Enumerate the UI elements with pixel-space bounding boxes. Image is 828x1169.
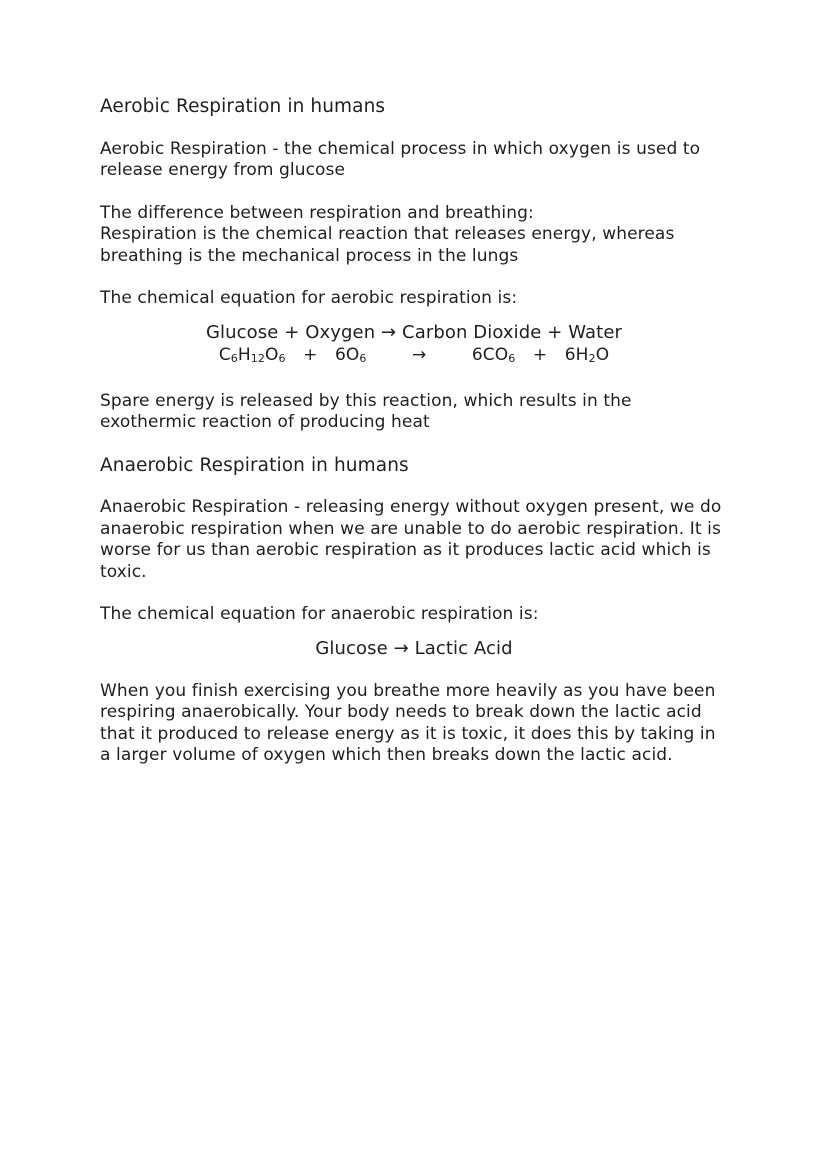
respiration-vs-breathing (100, 203, 740, 268)
text-line: respiring anaerobically. Your body needs to break down the lactic acid (100, 702, 702, 722)
aerobic-definition (100, 139, 740, 182)
text-line: anaerobic respiration when we are unable to do aerobic respiration. It is (100, 518, 721, 539)
water-formula: $6H_2O$ (564, 344, 610, 365)
spare-energy-text (100, 391, 740, 434)
aerobic-symbol-equation (100, 344, 728, 370)
text-line: that it produced to release energy as it is toxic, it does this by taking in (100, 723, 716, 744)
text-line: The difference between respiration and breathing: (100, 202, 534, 223)
anaerobic-word-equation: Glucose → Lactic Acid (315, 637, 513, 659)
text-line: worse for us than aerobic respiration as it produces lactic acid which is (100, 540, 711, 560)
text-line: Anaerobic Respiration - releasing energy without oxygen present, we do (100, 497, 722, 517)
plus-sign: + (532, 344, 548, 365)
carbon-dioxide-formula: $6CO_6$ (471, 344, 516, 365)
document-page (100, 96, 740, 788)
text-line: Aerobic Respiration - the chemical process in which oxygen is used to (100, 138, 701, 159)
exercise-recovery-text (100, 681, 740, 767)
anaerobic-definition (100, 497, 740, 583)
text-line: a larger volume of oxygen which then breaks down the lactic acid. (100, 745, 673, 765)
glucose-formula: $C_6H_{12}O_6$ (218, 344, 286, 365)
anaerobic-heading: Anaerobic Respiration in humans (100, 454, 409, 476)
reaction-arrow: → (412, 344, 427, 365)
text-line: release energy from glucose (100, 160, 346, 180)
text-line: breathing is the mechanical process in the lungs (100, 245, 519, 266)
aerobic-heading: Aerobic Respiration in humans (100, 96, 386, 117)
anaerobic-equation-intro: The chemical equation for anaerobic respiration is: (100, 604, 539, 624)
aerobic-equation (100, 321, 728, 370)
text-line: Respiration is the chemical reaction that releases energy, whereas (100, 224, 675, 244)
text-line: When you finish exercising you breathe more heavily as you have been (100, 680, 716, 701)
text-line: exothermic reaction of producing heat (100, 412, 430, 432)
aerobic-word-equation: Glucose + Oxygen → Carbon Dioxide + Water (205, 321, 623, 343)
plus-sign: + (303, 344, 318, 365)
aerobic-equation-intro: The chemical equation for aerobic respiration is: (100, 288, 518, 308)
text-line: Spare energy is released by this reaction, which results in the (100, 390, 632, 411)
oxygen-formula: $6O_6$ (334, 344, 367, 365)
text-line: toxic. (100, 561, 147, 582)
